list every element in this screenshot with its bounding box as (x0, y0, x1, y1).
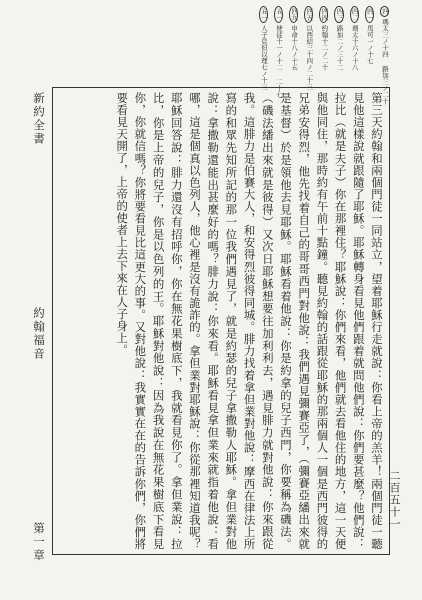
page-number: 二百五十一 (388, 470, 401, 530)
note-marker: 五一 (259, 8, 268, 21)
book-title: 約翰福音 (32, 306, 46, 361)
cross-reference-notes (55, 6, 389, 105)
note-marker: 四三 (335, 8, 344, 21)
running-header (31, 92, 47, 562)
cross-reference-note (304, 6, 314, 90)
volume-title: 新約全書 (32, 92, 46, 146)
note-text: 瑪太十六ノ十八 (350, 25, 359, 71)
note-marker: 四九 (290, 8, 299, 21)
note-text: 人子見但以理七ノ十三 (259, 25, 268, 90)
chapter-label: 第一章 (32, 521, 46, 562)
cross-reference-note (334, 6, 343, 84)
note-text: 申命十八ノ十五 (290, 25, 299, 71)
scripture-body (58, 92, 386, 550)
cross-reference-note (259, 6, 268, 90)
note-marker: 四 (381, 8, 389, 15)
body-text: 第三天約翰和兩個門徒一同站立，望着耶穌行走就說：你看上帝的羔羊！兩個門徒一聽見他這樣說就跟隨了耶穌。耶穌轉身看見他們跟着就問他們說：你們要甚麼？他們說：拉比（就是夫子）你在那裡住？耶穌說：你們來看，他們就去看他住的地方，這一天便與他同住，那時約有午前十點鐘。聽見約翰的話跟從耶穌的那兩個人一個是西門彼得的兄弟安得烈，他先找着自己的哥哥西門對他說：我們遇見彌賽亞了，（彌賽亞繙出來就是基督）於是領他去見耶穌。耶穌看着他說：你是約拿的兒子西門，你要稱為磯法。（磯法繙出來就是彼得）又次日耶穌想要往加利利去，遇見腓力就對他說：你來跟從我。這腓力是伯賽大人，和安得烈彼得同城。腓力找着拿但業對他說：摩西在律法上所寫的和眾先知所記的那一位我們遇見了，就是約瑟的兒子拿撒勒人耶穌。拿但業對他說：拿撒勒還能出甚麼好的嗎？腓力說：你來看。耶穌看見拿但業來就指着他說：看哪，這是個真以色列人，他心裡是沒有詭詐的。拿但業對耶穌說：你從那裡知道我呢？耶穌回答說：腓力還沒有招呼你，你在無花果樹底下，我就看見你了。拿但業說：拉比，你是上帝的兒子，你是以色列的王。耶穌對他說：因為我說在無花果樹底下看見你，你就信嗎？你將要看見比這更大的事。又對他說：我實實在在的告訴你們，你們將要看見天開了，上帝的使者上去下來在人子身上。 (115, 92, 384, 550)
cross-reference-note (289, 6, 298, 84)
cross-reference-note (365, 6, 374, 84)
note-text: 以西結三十四ノ二十三 (305, 25, 314, 90)
note-text: 使徒十一ノ十二 二十七 (275, 25, 284, 98)
note-marker: 四一 (365, 8, 374, 21)
note-text: 馬可一ノ十七 (365, 25, 374, 64)
note-text: 約翰十二ノ二十 (320, 25, 329, 71)
note-marker: 五一 (275, 8, 284, 21)
note-text: 瑪太三ノ十四 路加三ノ二十 (381, 18, 389, 105)
cross-reference-note (350, 6, 359, 84)
note-marker: 四二 (350, 8, 359, 21)
cross-reference-note (274, 6, 284, 98)
note-text: 路加二ノ三十二 (335, 25, 344, 71)
cross-reference-note (380, 6, 389, 105)
note-marker: 四四 (320, 8, 329, 21)
note-marker: 四五 (305, 8, 314, 21)
cross-reference-note (319, 6, 328, 84)
